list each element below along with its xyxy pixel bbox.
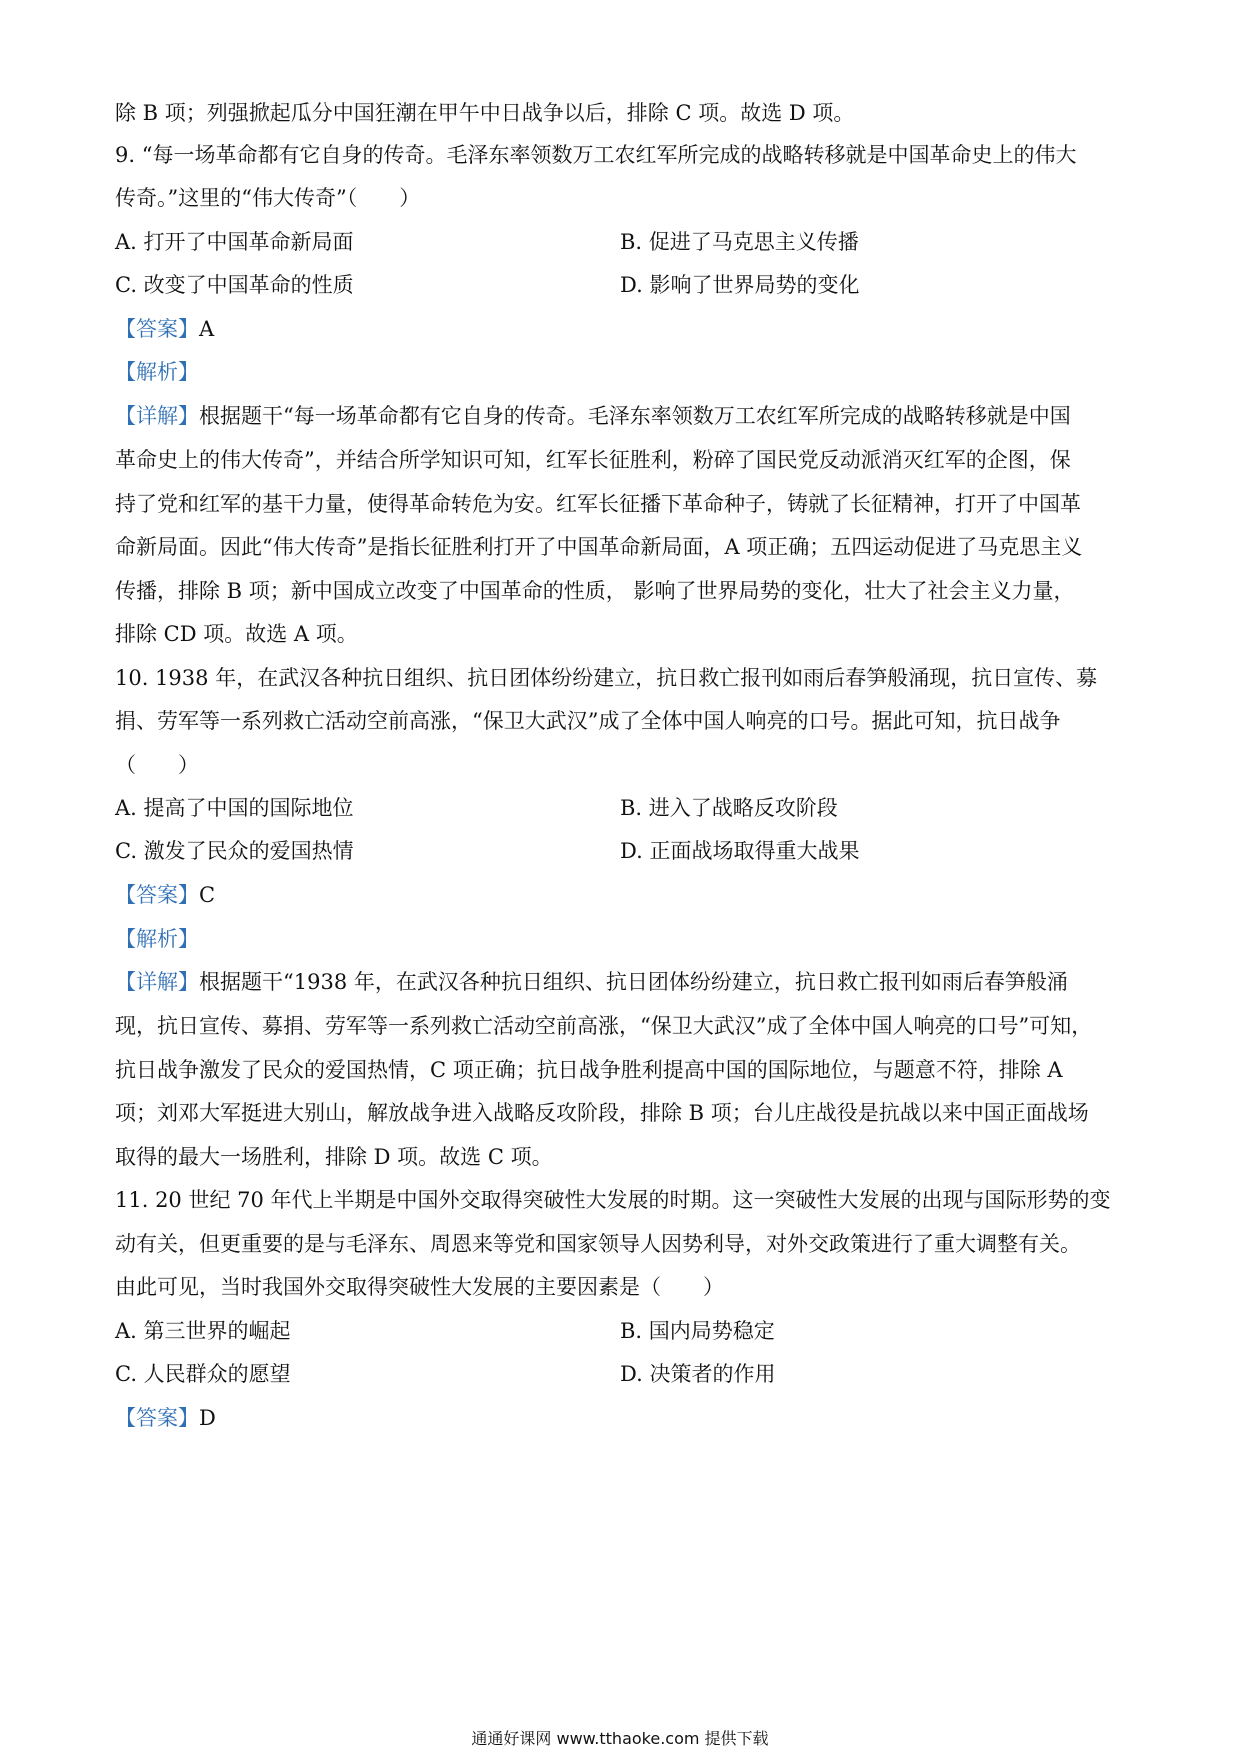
- q11-answer: D: [199, 1406, 216, 1430]
- question-9-stem-cont: 传奇。”这里的“伟大传奇”（ ）: [115, 186, 421, 210]
- q11-option-a: A. 第三世界的崛起: [115, 1319, 291, 1343]
- q10-analysis-line: [115, 924, 1125, 954]
- answer-tag: 【答案】: [115, 883, 199, 907]
- q9-option-c: C. 改变了中国革命的性质: [115, 273, 354, 297]
- q9-detail-text: 根据题干“每一场革命都有它自身的传奇。毛泽东率领数万工农红军所完成的战略转移就是中国: [199, 404, 1071, 428]
- question-9-stem: 9. “每一场革命都有它自身的传奇。毛泽东率领数万工农红军所完成的战略转移就是中国革命史上的伟大: [115, 143, 1077, 167]
- q10-answer-line: [115, 880, 1125, 910]
- answer-tag: 【答案】: [115, 1406, 199, 1430]
- q11-option-c: C. 人民群众的愿望: [115, 1362, 291, 1386]
- q9-detail-text: 持了党和红军的基干力量，使得革命转危为安。红军长征播下革命种子，铸就了长征精神，打开了中国革: [115, 492, 1081, 516]
- question-11-stem: 11. 20 世纪 70 年代上半期是中国外交取得突破性大发展的时期。这一突破性大发展的出现与国际形势的变: [115, 1188, 1111, 1212]
- q9-analysis-line: [115, 357, 1125, 387]
- question-11-stem-cont: 动有关，但更重要的是与毛泽东、周恩来等党和国家领导人因势利导，对外交政策进行了重大调整有关。: [115, 1232, 1081, 1256]
- text-line: 除 B 项；列强掀起瓜分中国狂潮在甲午中日战争以后，排除 C 项。故选 D 项。: [115, 101, 855, 125]
- q10-detail-text: 根据题干“1938 年，在武汉各种抗日组织、抗日团体纷纷建立，抗日救亡报刊如雨后春笋般涌: [199, 970, 1068, 994]
- q9-detail-text: 命新局面。因此“伟大传奇”是指长征胜利打开了中国革命新局面，A 项正确；五四运动促进了马克思主义: [115, 535, 1083, 559]
- q10-option-d: D. 正面战场取得重大战果: [620, 839, 860, 863]
- q9-detail-text: 排除 CD 项。故选 A 项。: [115, 622, 358, 646]
- q9-detail-text: 革命史上的伟大传奇”，并结合所学知识可知，红军长征胜利，粉碎了国民党反动派消灭红军的企图，保: [115, 448, 1071, 472]
- question-11-stem-cont: 由此可见，当时我国外交取得突破性大发展的主要因素是（ ）: [115, 1275, 724, 1299]
- q10-detail-text: 现，抗日宣传、募捐、劳军等一系列救亡活动空前高涨，“保卫大武汉”成了全体中国人响亮的口号”可知，: [115, 1014, 1093, 1038]
- q9-option-b: B. 促进了马克思主义传播: [620, 230, 859, 254]
- q10-detail-text: 抗日战争激发了民众的爱国热情，C 项正确；抗日战争胜利提高中国的国际地位，与题意不符，排除 A: [115, 1058, 1063, 1082]
- question-10-stem: 10. 1938 年，在武汉各种抗日组织、抗日团体纷纷建立，抗日救亡报刊如雨后春笋般涌现，抗日宣传、募: [115, 666, 1098, 690]
- q10-detail-text: 取得的最大一场胜利，排除 D 项。故选 C 项。: [115, 1145, 553, 1169]
- q9-answer: A: [199, 317, 215, 341]
- q9-detail-line: [115, 401, 1125, 431]
- q10-detail-line: [115, 967, 1125, 997]
- q10-detail-text: 项；刘邓大军挺进大别山，解放战争进入战略反攻阶段，排除 B 项；台儿庄战役是抗战以来中国正面战场: [115, 1101, 1089, 1125]
- analysis-tag: 【解析】: [115, 360, 199, 384]
- q10-option-b: B. 进入了战略反攻阶段: [620, 796, 838, 820]
- question-10-stem-cont: （ ）: [115, 753, 199, 777]
- q10-answer: C: [199, 883, 216, 907]
- q10-option-c: C. 激发了民众的爱国热情: [115, 839, 354, 863]
- q9-detail-text: 传播，排除 B 项；新中国成立改变了中国革命的性质， 影响了世界局势的变化，壮大了社会主义力量，: [115, 579, 1075, 603]
- q11-option-b: B. 国内局势稳定: [620, 1319, 775, 1343]
- q9-option-d: D. 影响了世界局势的变化: [620, 273, 860, 297]
- question-10-stem-cont: 捐、劳军等一系列救亡活动空前高涨，“保卫大武汉”成了全体中国人响亮的口号。据此可知，抗日战争: [115, 709, 1061, 733]
- q10-option-a: A. 提高了中国的国际地位: [115, 796, 354, 820]
- detail-tag: 【详解】: [115, 404, 199, 428]
- footer-source: 通通好课网 www.tthaoke.com 提供下载: [471, 1729, 769, 1748]
- q9-answer-line: [115, 314, 1125, 344]
- q11-option-d: D. 决策者的作用: [620, 1362, 776, 1386]
- detail-tag: 【详解】: [115, 970, 199, 994]
- analysis-tag: 【解析】: [115, 927, 199, 951]
- q11-answer-line: [115, 1403, 1125, 1433]
- answer-tag: 【答案】: [115, 317, 199, 341]
- q9-option-a: A. 打开了中国革命新局面: [115, 230, 354, 254]
